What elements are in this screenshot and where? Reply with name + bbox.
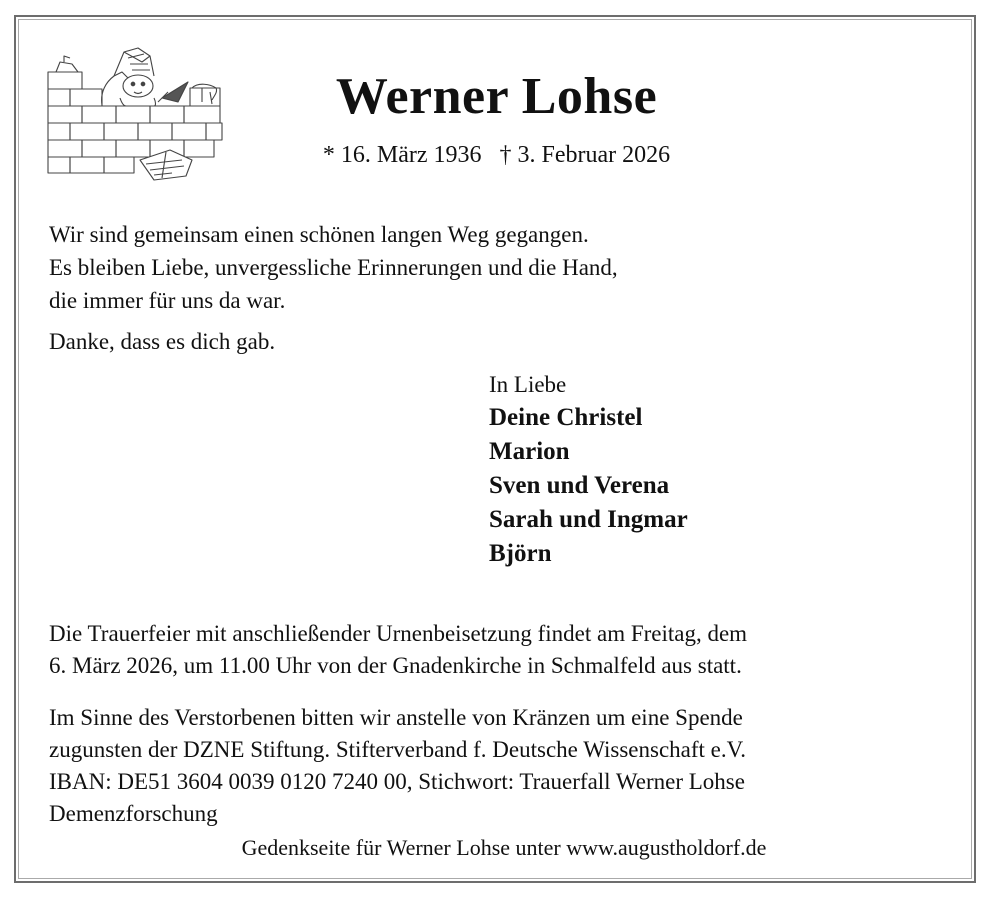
ceremony-line: 6. März 2026, um 11.00 Uhr von der Gnadenkirche in Schmalfeld aus statt.	[49, 653, 742, 678]
poem-line: die immer für uns da war.	[49, 288, 286, 313]
ceremony-line: Die Trauerfeier mit anschließender Urnenbeisetzung findet am Freitag, dem	[49, 621, 748, 646]
mourner-name: Deine Christel	[489, 404, 643, 431]
donation-line: Im Sinne des Verstorbenen bitten wir anstelle von Kränzen um eine Spende	[49, 705, 743, 730]
life-dates	[200, 138, 793, 172]
mourner-name: Sarah und Ingmar	[489, 506, 688, 533]
signature-intro: In Liebe	[489, 372, 567, 397]
poem-line: Wir sind gemeinsam einen schönen langen Weg gegangen.	[49, 222, 589, 247]
mourner-name: Marion	[489, 438, 570, 465]
death-date: † 3. Februar 2026	[499, 142, 671, 168]
mourner-name: Sven und Verena	[489, 472, 670, 499]
signature-block	[489, 368, 688, 571]
donation-line: IBAN: DE51 3604 0039 0120 7240 00, Stichwort: Trauerfall Werner Lohse	[49, 769, 745, 794]
donation-line: zugunsten der DZNE Stiftung. Stifterverband f. Deutsche Wissenschaft e.V.	[49, 737, 747, 762]
birth-date: * 16. März 1936	[322, 142, 482, 168]
mourner-name: Björn	[489, 540, 552, 567]
memorial-page-note: Gedenkseite für Werner Lohse unter www.augustholdorf.de	[241, 835, 767, 860]
thanks-line: Danke, dass es dich gab.	[49, 329, 276, 354]
deceased-name: Werner Lohse	[335, 68, 658, 125]
poem-line: Es bleiben Liebe, unvergessliche Erinnerungen und die Hand,	[49, 255, 618, 280]
donation-line: Demenzforschung	[49, 801, 218, 826]
